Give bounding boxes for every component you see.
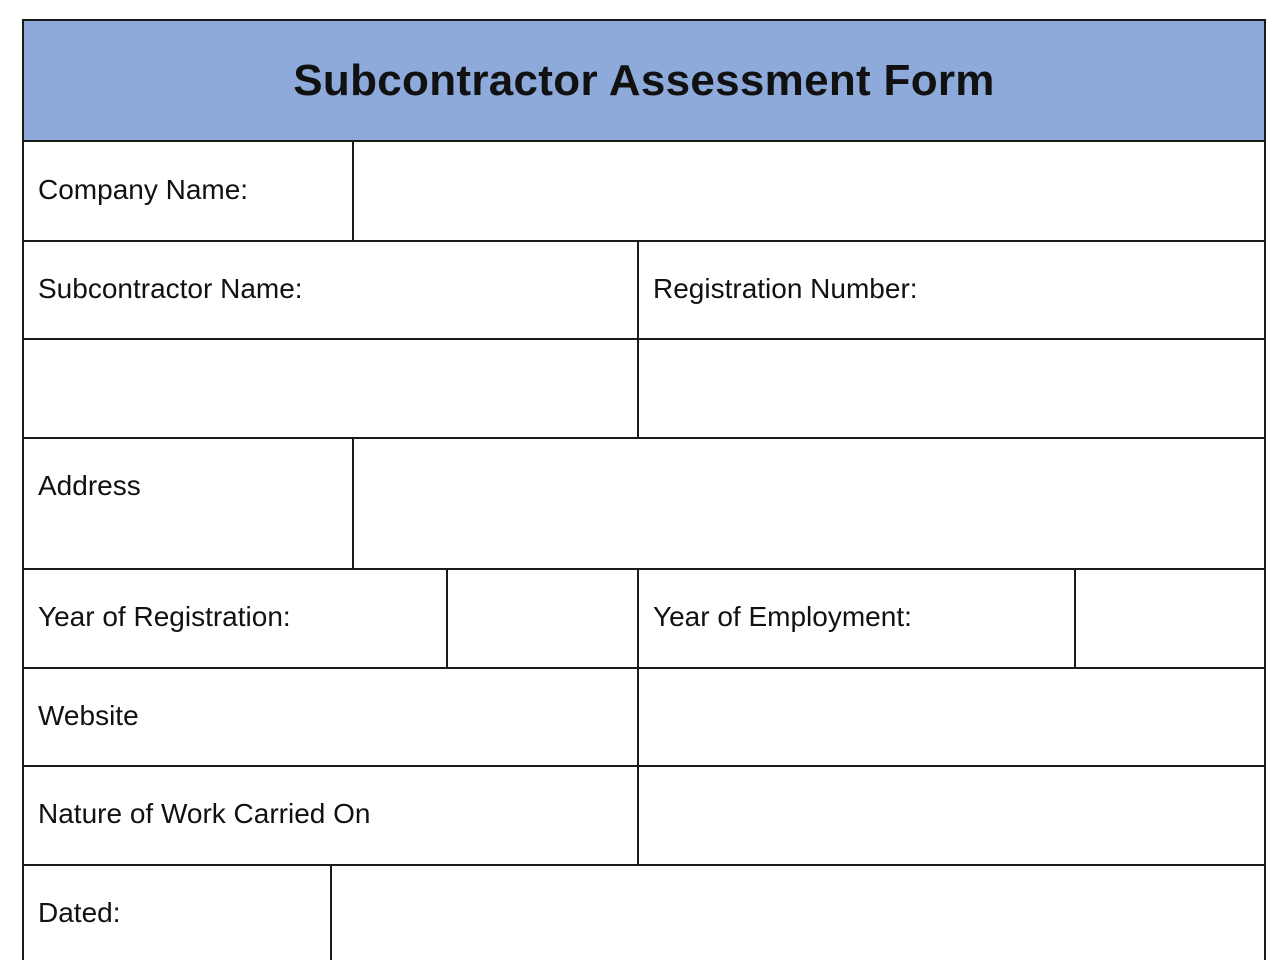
row-divider — [24, 240, 1264, 242]
year-of-employment-field[interactable] — [1076, 570, 1264, 667]
dated-label: Dated: — [38, 897, 121, 928]
website-label: Website — [38, 700, 139, 731]
subcontractor-name-field[interactable] — [24, 340, 637, 437]
nature-of-work-field[interactable] — [639, 767, 1264, 864]
form-title: Subcontractor Assessment Form — [293, 55, 995, 105]
website-field[interactable] — [639, 669, 1264, 765]
subcontractor-name-label: Subcontractor Name: — [38, 273, 303, 304]
registration-number-field[interactable] — [639, 340, 1264, 437]
year-of-registration-label: Year of Registration: — [38, 601, 291, 632]
address-field[interactable] — [354, 439, 1264, 568]
nature-of-work-label: Nature of Work Carried On — [38, 798, 371, 829]
form-header — [24, 21, 1264, 142]
registration-number-label: Registration Number: — [653, 273, 918, 304]
company-name-label: Company Name: — [38, 174, 249, 205]
year-of-registration-field[interactable] — [448, 570, 637, 667]
year-of-employment-label: Year of Employment: — [653, 601, 912, 632]
company-name-field[interactable] — [354, 144, 1264, 240]
dated-field[interactable] — [332, 866, 1264, 960]
assessment-form — [22, 19, 1266, 960]
address-label: Address — [38, 470, 141, 501]
